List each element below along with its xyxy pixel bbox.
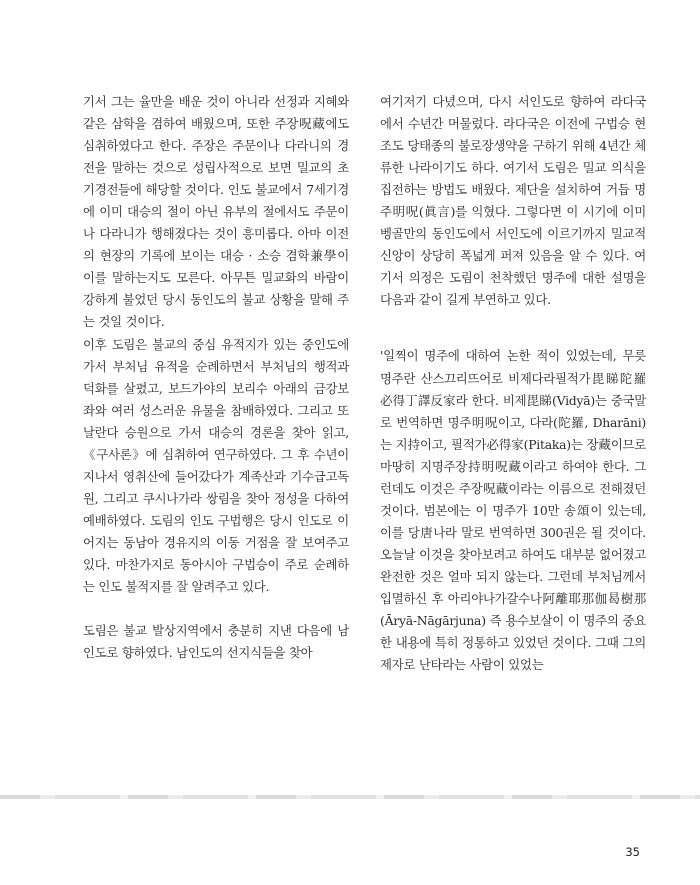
paragraph-right-1: 여기저기 다녔으며, 다시 서인도로 향하여 라다국에서 수년간 머물렀다. 라다국은 이전에 구법승 현조도 당태종의 불로장생약을 구하기 위해 4년간 체류한 나라이기도 하다. 여기서 도림은 밀교 의식을 집전하는 방법도 배웠다. 제단을 설치하여 거듭 명주明呪(眞言)를 익혔다. 그렇다면 이 시기에 이미 벵골만의 동인도에서 서인도에 이르기까지 밀교적 신앙이 상당히 폭넓게 퍼져 있음을 알 수 있다. 여기서 의정은 도림이 천착했던 명주에 대한 설명을 다음과 같이 길게 부연하고 있다. bbox=[380, 94, 646, 308]
footer-divider bbox=[0, 795, 700, 799]
right-column bbox=[380, 91, 646, 676]
paragraph-left-2: 이후 도림은 불교의 중심 유적지가 있는 중인도에 가서 부처님 유적을 순례하면서 부처님의 행적과 덕화를 살폈고, 보드가야의 보리수 아래의 금강보좌와 여러 성스러운 유물을 참배하였다. 그리고 또 날란다 승원으로 가서 대승의 경론을 찾아 읽고, 《구사론》에 심취하여 연구하였다. 그 후 수년이 지나서 영취산에 들어갔다가 계족산과 기수급고독원, 그리고 쿠시나가라 쌍림을 찾아 정성을 다하여 예배하였다. 도림의 인도 구법행은 당시 인도로 이어지는 동남아 경유지의 이동 거점을 잘 보여주고 있다. 마찬가지로 동아시아 구법승이 주로 순례하는 인도 불적지를 잘 알려주고 있다. bbox=[83, 336, 349, 595]
paragraph-left-3: 도림은 불교 발상지역에서 충분히 지낸 다음에 남인도로 향하였다. 남인도의 선지식들을 찾아 bbox=[83, 623, 349, 661]
paragraph-left-1: 기서 그는 율만을 배운 것이 아니라 선정과 지혜와 같은 삼학을 겸하여 배웠으며, 또한 주장呪藏에도 심취하였다고 한다. 주장은 주문이나 다라니의 경전을 말하는 것으로 성립사적으로 보면 밀교의 초기경전들에 해당할 것이다. 인도 불교에서 7세기경에 이미 대승의 절이 아닌 유부의 절에서도 주문이나 다라니가 행해졌다는 것이 흥미롭다. 아마 이전의 현장의 기록에 보이는 대승 · 소승 겸학兼學이 이를 말하는지도 모른다. 아무튼 밀교화의 바람이 강하게 불었던 당시 동인도의 불교 상황을 말해 주는 것일 것이다. bbox=[83, 94, 349, 330]
page-number: 35 bbox=[625, 845, 640, 859]
paragraph-spacer bbox=[380, 311, 646, 345]
left-column bbox=[83, 91, 349, 664]
paragraph-spacer bbox=[83, 598, 349, 620]
paragraph-right-2: '일찍이 명주에 대하여 논한 적이 있었는데, 무릇 명주란 산스끄리뜨어로 비제다라필적가毘睇陀羅必得丁譯反家라 한다. 비제毘睇(Vidyā)는 중국말로 번역하면 명주明呪이고, 다라(陀羅, Dharāni)는 지持이고, 필적가必得家(Pitaka)는 장藏이므로 마땅히 지명주장持明呪藏이라고 하여야 한다. 그런데도 이것은 주장呪藏이라는 이름으로 전해졌던 것이다. 범본에는 이 명주가 10만 송頌이 있는데, 이를 당唐나라 말로 번역하면 300권은 될 것이다. 오늘날 이것을 찾아보려고 하여도 대부분 없어졌고 완전한 것은 얼마 되지 않는다. 그런데 부처님께서 입멸하신 후 아리야나가갈수나阿離耶那伽曷樹那(Āryā-Nāgārjuna) 즉 용수보살이 이 명주의 중요한 내용에 특히 정통하고 있었던 것이다. 그때 그의 제자로 난타라는 사람이 있었는 bbox=[380, 348, 646, 673]
